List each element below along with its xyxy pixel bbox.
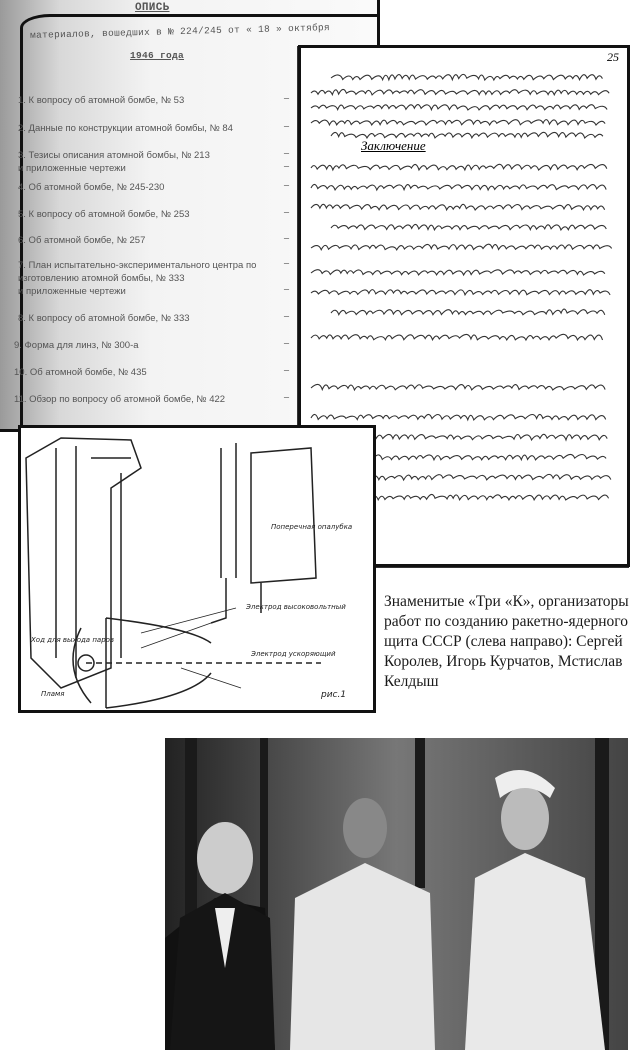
inventory-item: 4. Об атомной бомбе, № 245-230 — [18, 182, 165, 193]
dash-mark: – — [284, 284, 289, 295]
handwriting-line — [311, 414, 606, 419]
label-hv-electrode: Электрод высоковольтный — [246, 603, 346, 611]
handwriting-line — [311, 244, 612, 250]
inventory-item: 9. Форма для линз, № 300-а — [14, 340, 139, 351]
handwriting-line — [311, 204, 605, 210]
inventory-item: 2. Данные по конструкции атомной бомбы, № 84 — [18, 123, 233, 134]
figure-number: рис.1 — [321, 690, 347, 700]
dash-mark: – — [284, 180, 289, 191]
handwriting-line — [331, 224, 606, 230]
inventory-item: и приложенные чертежи — [18, 163, 126, 174]
dash-mark: – — [284, 365, 289, 376]
technical-drawing — [18, 425, 376, 713]
photo-caption: Знаменитые «Три «К», организаторы работ по созданию ракетно-ядерного щита СССР (слева направо): Сергей Королев, Игорь Курчатов, Мстислав Келдыш — [384, 593, 629, 690]
handwriting-line — [311, 89, 609, 94]
handwriting-line — [311, 334, 603, 340]
dash-mark: – — [284, 93, 289, 104]
handwriting-line — [311, 384, 605, 390]
inventory-item: 5. К вопросу об атомной бомбе, № 253 — [18, 209, 190, 220]
inventory-item: 1. К вопросу об атомной бомбе, № 53 — [18, 95, 185, 106]
handwriting-line — [331, 309, 605, 315]
dash-mark: – — [284, 233, 289, 244]
doc-year: 1946 года — [130, 50, 185, 61]
handwriting-line — [311, 290, 610, 295]
dash-mark: – — [284, 392, 289, 403]
inventory-item: 6. Об атомной бомбе, № 257 — [18, 235, 146, 246]
inventory-item: и приложенные чертежи — [18, 286, 126, 297]
handwriting-line — [311, 270, 605, 275]
dash-mark: – — [284, 311, 289, 322]
handwriting-line — [311, 184, 606, 190]
drawing-lines — [21, 428, 373, 710]
inventory-item: 10. Об атомной бомбе, № 435 — [14, 367, 147, 378]
inventory-item: 7. План испытательно-экспериментального центра по — [18, 260, 257, 271]
handwriting-line — [311, 164, 607, 170]
page-number: 25 — [607, 50, 619, 64]
dash-mark: – — [284, 338, 289, 349]
doc-subtitle: материалов, вошедших в № 224/245 от « 18 » октября — [29, 22, 331, 41]
photo-three-men — [165, 738, 628, 1050]
label-formwork: Поперечная опалубка — [271, 523, 353, 531]
dash-mark: – — [284, 148, 289, 159]
inventory-item: 3. Тезисы описания атомной бомбы, № 213 — [18, 150, 210, 161]
label-flame: Пламя — [41, 690, 65, 698]
label-accel-electrode: Электрод ускоряющий — [251, 650, 336, 658]
handwriting-line — [311, 120, 605, 125]
label-vapor: Ход для выхода паров — [31, 636, 115, 644]
doc-title: ОПИСЬ — [135, 2, 170, 14]
dash-mark: – — [284, 161, 289, 172]
handwriting-line — [311, 105, 607, 110]
handwriting-line — [331, 74, 602, 80]
dash-mark: – — [284, 121, 289, 132]
dash-mark: – — [284, 258, 289, 269]
inventory-item: 11. Обзор по вопросу об атомной бомбе, № 422 — [14, 394, 226, 405]
inventory-item: 8. К вопросу об атомной бомбе, № 333 — [18, 313, 190, 324]
handwritten-heading: Заключение — [361, 138, 426, 153]
photo-image — [165, 738, 628, 1050]
dash-mark: – — [284, 207, 289, 218]
inventory-item: изготовлению атомной бомбы, № 333 — [18, 273, 185, 284]
